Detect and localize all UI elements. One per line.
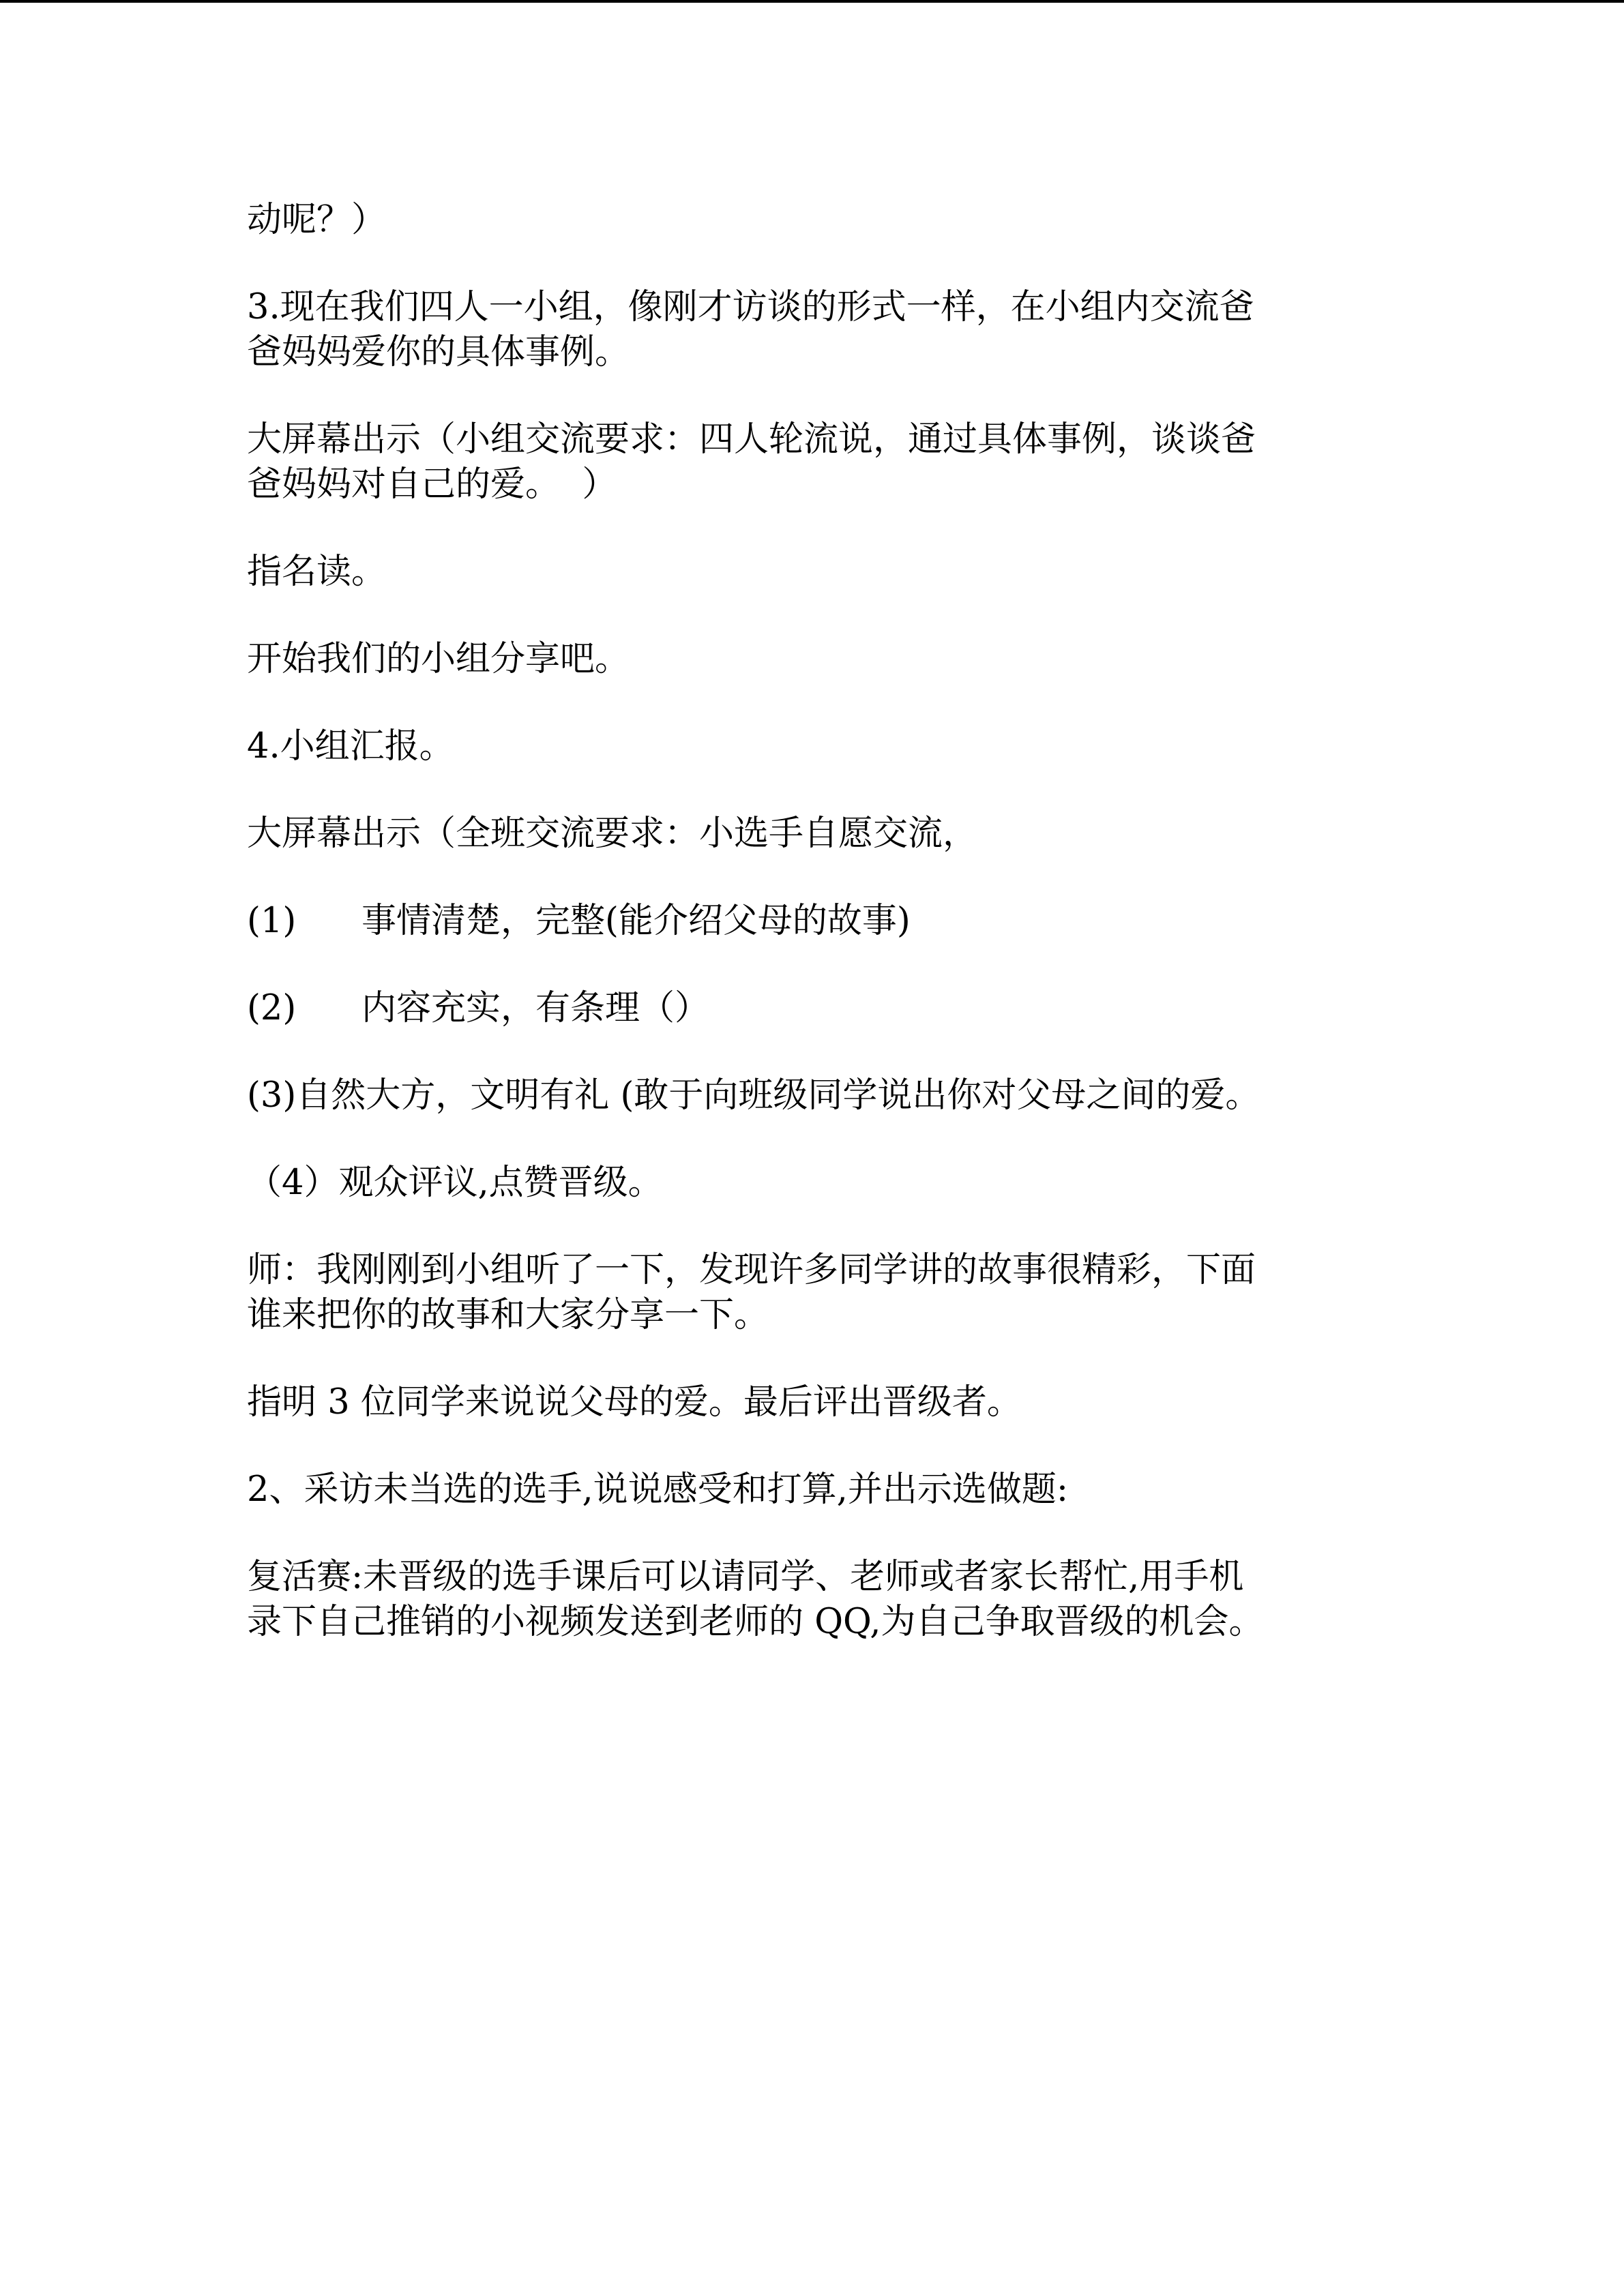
text-line: 指名读。	[247, 552, 387, 592]
item-number: (2)	[247, 988, 297, 1028]
paragraph	[247, 1380, 1365, 1425]
paragraph	[247, 285, 1365, 375]
numbered-item	[247, 899, 1365, 944]
text-line: (3)自然大方，文明有礼 (敢于向班级同学说出你对父母之间的爱。	[247, 1075, 1260, 1116]
document-body	[247, 198, 1365, 1687]
item-text: 事情清楚，完整(能介绍父母的故事)	[361, 901, 911, 941]
text-line: 大屏幕出示（小组交流要求：四人轮流说，通过具体事例，谈谈爸	[247, 419, 1256, 460]
text-line: 2、采访未当选的选手,说说感受和打算,并出示选做题:	[247, 1470, 1069, 1510]
page-top-border	[0, 0, 1624, 3]
paragraph	[247, 198, 1365, 243]
paragraph	[247, 1555, 1365, 1645]
text-line: 3.现在我们四人一小组，像刚才访谈的形式一样，在小组内交流爸	[247, 287, 1254, 327]
paragraph	[247, 637, 1365, 682]
paragraph	[247, 724, 1365, 769]
text-line: 动呢？）	[247, 200, 387, 240]
text-line: 录下自己推销的小视频发送到老师的 QQ,为自己争取晋级的机会。	[247, 1602, 1264, 1642]
paragraph	[247, 1467, 1365, 1512]
item-number: (1)	[247, 901, 297, 941]
text-line: 师：我刚刚到小组听了一下，发现许多同学讲的故事很精彩，下面	[247, 1250, 1256, 1290]
paragraph	[247, 1248, 1365, 1338]
paragraph	[247, 417, 1365, 507]
paragraph	[247, 1073, 1365, 1118]
item-text: 内容充实，有条理（）	[361, 988, 710, 1028]
paragraph	[247, 811, 1365, 856]
text-line: 爸妈妈对自己的爱。 ）	[247, 464, 617, 505]
text-line: 4.小组汇报。	[247, 726, 454, 766]
text-line: （4）观众评议,点赞晋级。	[247, 1163, 663, 1203]
paragraph	[247, 1161, 1365, 1206]
text-line: 谁来把你的故事和大家分享一下。	[247, 1295, 769, 1335]
paragraph	[247, 550, 1365, 595]
text-line: 复活赛:未晋级的选手课后可以请同学、老师或者家长帮忙,用手机	[247, 1557, 1244, 1597]
text-line: 指明 3 位同学来说说父母的爱。最后评出晋级者。	[247, 1382, 1022, 1422]
text-line: 大屏幕出示（全班交流要求：小选手自愿交流，	[247, 814, 978, 854]
text-line: 爸妈妈爱你的具体事例。	[247, 332, 630, 372]
text-line: 开始我们的小组分享吧。	[247, 639, 630, 679]
numbered-item	[247, 986, 1365, 1031]
